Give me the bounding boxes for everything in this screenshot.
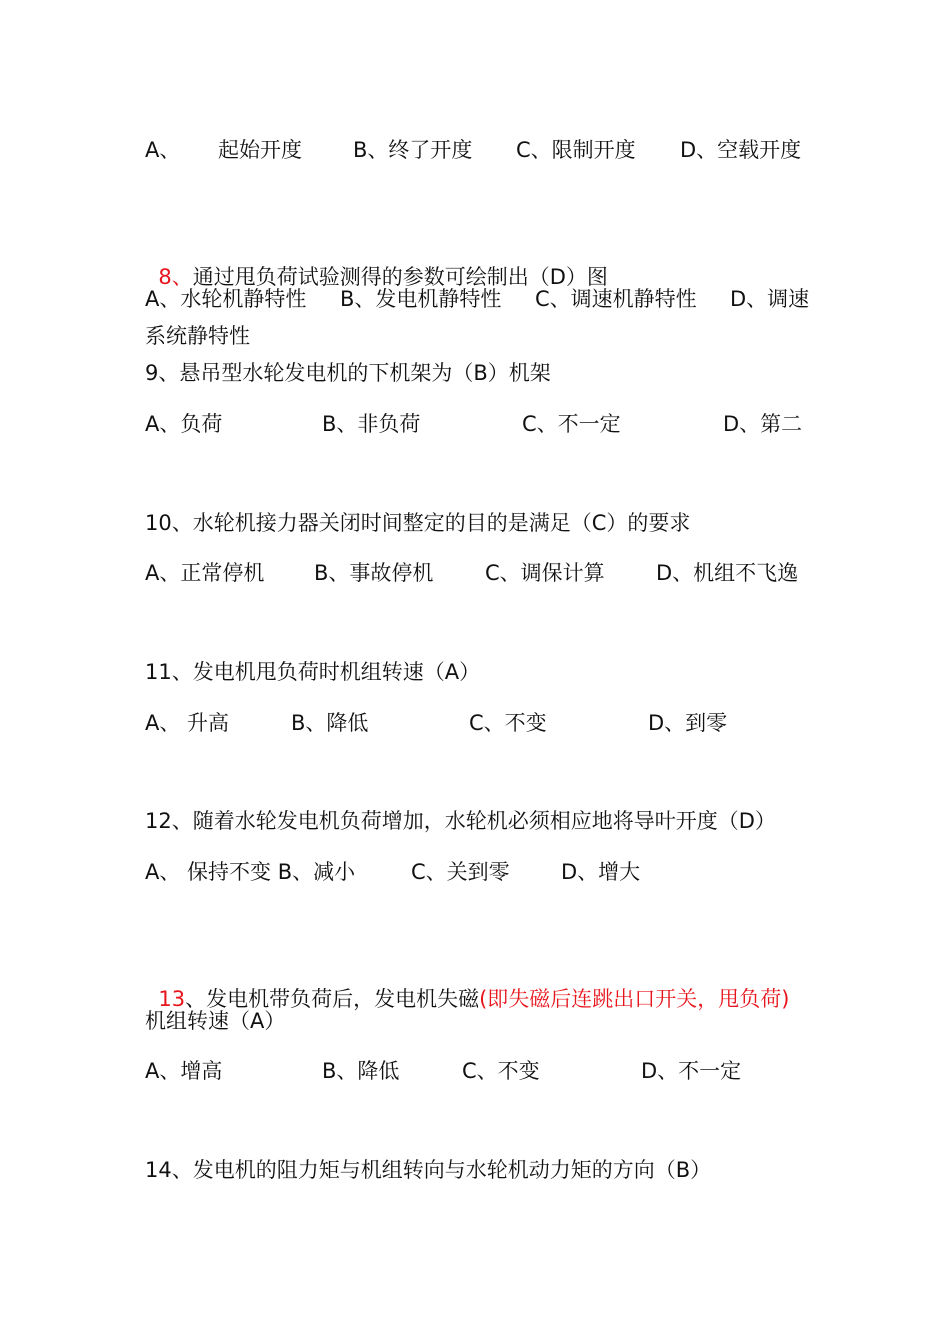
q8-text: 通过甩负荷试验测得的参数可绘制出（D）图 xyxy=(192,265,608,289)
q13-note: (即失磁后连跳出口开关，甩负荷) xyxy=(479,987,790,1011)
q11-option-b: B、降低 xyxy=(291,711,369,735)
q8-option-b: B、发电机静特性 xyxy=(340,287,502,311)
q12-option-d: D、增大 xyxy=(561,860,641,884)
q12-option-c: C、关到零 xyxy=(411,860,510,884)
q9-question: 9、悬吊型水轮发电机的下机架为（B）机架 xyxy=(145,361,551,385)
q7-option-c: C、限制开度 xyxy=(516,138,636,162)
q8-number: 8、 xyxy=(158,265,193,289)
q13-option-b: B、降低 xyxy=(322,1059,400,1083)
q7-option-a-text: 起始开度 xyxy=(218,138,302,162)
q11-question: 11、发电机甩负荷时机组转速（A） xyxy=(145,660,481,684)
q7-option-d: D、空载开度 xyxy=(680,138,802,162)
q12-question: 12、随着水轮发电机负荷增加，水轮机必须相应地将导叶开度（D） xyxy=(145,809,776,833)
q10-option-c: C、调保计算 xyxy=(485,561,605,585)
q8-option-d: D、调速 xyxy=(730,287,810,311)
q11-option-c: C、不变 xyxy=(469,711,547,735)
q10-question: 10、水轮机接力器关闭时间整定的目的是满足（C）的要求 xyxy=(145,511,691,535)
q13-option-c: C、不变 xyxy=(462,1059,540,1083)
q8-question xyxy=(145,235,608,291)
q9-option-a: A、负荷 xyxy=(145,412,223,436)
q11-option-d: D、到零 xyxy=(648,711,728,735)
q9-option-b: B、非负荷 xyxy=(322,412,421,436)
q10-option-b: B、事故停机 xyxy=(314,561,434,585)
q10-option-a: A、正常停机 xyxy=(145,561,265,585)
q7-option-b: B、终了开度 xyxy=(353,138,473,162)
q8-option-a: A、水轮机静特性 xyxy=(145,287,307,311)
q7-option-a-label: A、 xyxy=(145,138,181,162)
q11-option-a: A、 升高 xyxy=(145,711,230,735)
q13-option-d: D、不一定 xyxy=(641,1059,742,1083)
q13-question xyxy=(145,957,789,1013)
q13-question-continued: 机组转速（A） xyxy=(145,1009,286,1033)
q12-option-a-b: A、 保持不变 B、减小 xyxy=(145,860,356,884)
q8-option-c: C、调速机静特性 xyxy=(535,287,697,311)
q13-option-a: A、增高 xyxy=(145,1059,223,1083)
q10-option-d: D、机组不飞逸 xyxy=(656,561,799,585)
q9-option-c: C、不一定 xyxy=(522,412,621,436)
q14-question: 14、发电机的阻力矩与机组转向与水轮机动力矩的方向（B） xyxy=(145,1158,712,1182)
q9-option-d: D、第二 xyxy=(723,412,803,436)
q13-number: 13 xyxy=(158,987,186,1011)
q13-text: 、发电机带负荷后，发电机失磁 xyxy=(185,987,480,1011)
q8-option-d-continued: 系统静特性 xyxy=(145,324,250,348)
